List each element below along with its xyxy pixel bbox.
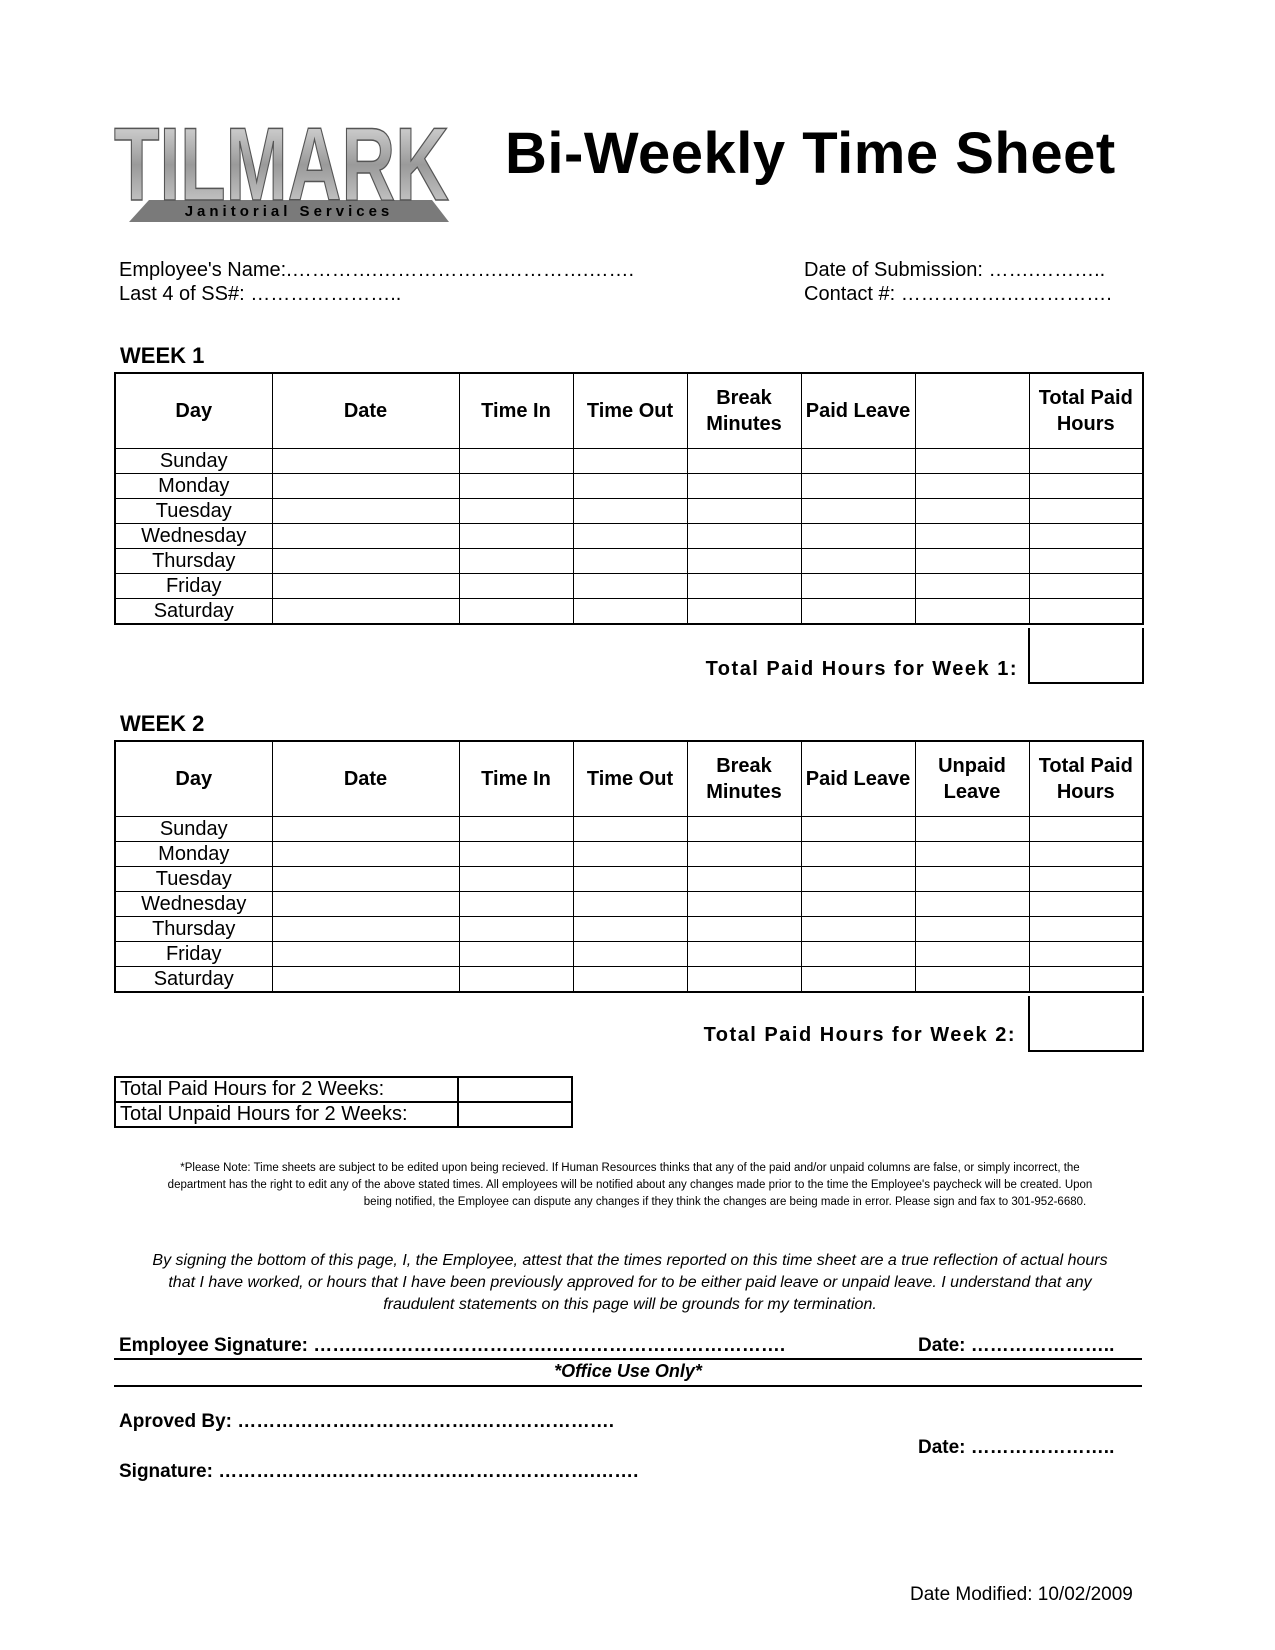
- day-cell: Thursday: [115, 917, 272, 942]
- table-row: [115, 842, 1143, 867]
- week-1-total-label: Total Paid Hours for Week 1:: [705, 658, 1018, 680]
- table-row: [115, 967, 1143, 993]
- ss-field[interactable]: Last 4 of SS#: …………………..: [119, 283, 402, 305]
- table-row: [115, 549, 1143, 574]
- paid-leave-cell[interactable]: [801, 449, 915, 474]
- time-out-cell[interactable]: [573, 524, 687, 549]
- time-in-cell[interactable]: [459, 449, 573, 474]
- time-out-cell[interactable]: [573, 892, 687, 917]
- time-out-cell[interactable]: [573, 449, 687, 474]
- header-date: Date: [272, 741, 459, 817]
- total-cell[interactable]: [1029, 599, 1143, 625]
- header-time-out: Time Out: [573, 741, 687, 817]
- paid-leave-cell[interactable]: [801, 599, 915, 625]
- paid-leave-cell[interactable]: [801, 867, 915, 892]
- date-cell[interactable]: [272, 574, 459, 599]
- break-cell[interactable]: [687, 449, 801, 474]
- break-cell[interactable]: [687, 842, 801, 867]
- attest-line-2: that I have worked, or hours that I have been previously approved for to be either paid leave or unpaid leave. I understand that any: [168, 1274, 1092, 1291]
- two-week-summary-table: [114, 1076, 573, 1128]
- week-2-total-label: Total Paid Hours for Week 2:: [703, 1024, 1016, 1046]
- time-in-cell[interactable]: [459, 599, 573, 625]
- table-row: [115, 817, 1143, 842]
- date-cell[interactable]: [272, 942, 459, 967]
- attest-line-3: fraudulent statements on this page will be grounds for my termination.: [383, 1296, 877, 1313]
- time-in-cell[interactable]: [459, 499, 573, 524]
- date-cell[interactable]: [272, 449, 459, 474]
- table-row: [115, 917, 1143, 942]
- header-total-paid-hours: Total Paid Hours: [1029, 373, 1143, 449]
- time-out-cell[interactable]: [573, 942, 687, 967]
- time-out-cell[interactable]: [573, 474, 687, 499]
- day-cell: Sunday: [115, 449, 272, 474]
- date-cell[interactable]: [272, 917, 459, 942]
- time-in-cell[interactable]: [459, 917, 573, 942]
- week-1-label: WEEK 1: [120, 343, 205, 368]
- paid-leave-cell[interactable]: [801, 942, 915, 967]
- employee-name-field[interactable]: Employee's Name:.………….……………….………….…….: [119, 259, 634, 281]
- time-out-cell[interactable]: [573, 599, 687, 625]
- break-cell[interactable]: [687, 867, 801, 892]
- table-row: [115, 599, 1143, 625]
- day-cell: Thursday: [115, 549, 272, 574]
- hr-note: [110, 1160, 1150, 1211]
- paid-leave-cell[interactable]: [801, 549, 915, 574]
- time-out-cell[interactable]: [573, 817, 687, 842]
- table-row: [115, 1102, 572, 1127]
- time-out-cell[interactable]: [573, 574, 687, 599]
- unpaid-leave-cell[interactable]: [915, 892, 1029, 917]
- week-2-table: [114, 740, 1144, 993]
- total-cell[interactable]: [1029, 817, 1143, 842]
- note-line-2: department has the right to edit any of the above stated times. All employees will be notified about any changes made prior to the time the Employee's paycheck will be created. Upon: [167, 1179, 1093, 1191]
- contact-field[interactable]: Contact #: …………….…………….: [804, 283, 1112, 305]
- header-break-minutes: Break Minutes: [687, 741, 801, 817]
- total-cell[interactable]: [1029, 574, 1143, 599]
- date-cell[interactable]: [272, 817, 459, 842]
- header-paid-leave: Paid Leave: [801, 741, 915, 817]
- day-cell: Wednesday: [115, 892, 272, 917]
- time-in-cell[interactable]: [459, 549, 573, 574]
- attestation: [110, 1250, 1150, 1316]
- date-cell[interactable]: [272, 549, 459, 574]
- blank-cell[interactable]: [915, 574, 1029, 599]
- tilmark-logo: [114, 112, 464, 237]
- day-cell: Friday: [115, 942, 272, 967]
- date-cell[interactable]: [272, 967, 459, 993]
- break-cell[interactable]: [687, 917, 801, 942]
- total-cell[interactable]: [1029, 892, 1143, 917]
- time-in-cell[interactable]: [459, 867, 573, 892]
- paid-leave-cell[interactable]: [801, 892, 915, 917]
- time-out-cell[interactable]: [573, 967, 687, 993]
- paid-leave-cell[interactable]: [801, 574, 915, 599]
- header-break-minutes: Break Minutes: [687, 373, 801, 449]
- note-line-3: being notified, the Employee can dispute any changes if they think the changes are being made in error. Please sign and fax to 301-952-6680.: [363, 1196, 1087, 1208]
- break-cell[interactable]: [687, 599, 801, 625]
- office-use-label: *Office Use Only*: [554, 1361, 702, 1381]
- time-in-cell[interactable]: [459, 574, 573, 599]
- total-cell[interactable]: [1029, 499, 1143, 524]
- header-total-paid-hours: Total Paid Hours: [1029, 741, 1143, 817]
- time-out-cell[interactable]: [573, 867, 687, 892]
- header-day: Day: [115, 741, 272, 817]
- unpaid-leave-cell[interactable]: [915, 942, 1029, 967]
- signature-divider: [114, 1358, 1142, 1360]
- logo-tagline-text: Janitorial Services: [184, 203, 394, 220]
- blank-cell[interactable]: [915, 499, 1029, 524]
- break-cell[interactable]: [687, 474, 801, 499]
- day-cell: Saturday: [115, 967, 272, 993]
- blank-cell[interactable]: [915, 524, 1029, 549]
- date-cell[interactable]: [272, 867, 459, 892]
- time-in-cell[interactable]: [459, 842, 573, 867]
- office-signature-field[interactable]: Signature: ……………….……………….………………….…….: [119, 1461, 639, 1482]
- table-row: [115, 892, 1143, 917]
- day-cell: Saturday: [115, 599, 272, 625]
- table-row: [115, 449, 1143, 474]
- paid-leave-cell[interactable]: [801, 967, 915, 993]
- unpaid-leave-cell[interactable]: [915, 817, 1029, 842]
- break-cell[interactable]: [687, 817, 801, 842]
- break-cell[interactable]: [687, 942, 801, 967]
- time-in-cell[interactable]: [459, 892, 573, 917]
- day-cell: Monday: [115, 842, 272, 867]
- time-in-cell[interactable]: [459, 942, 573, 967]
- table-row: [115, 574, 1143, 599]
- attest-line-1: By signing the bottom of this page, I, the Employee, attest that the times reported on this time sheet are a true reflection of actual hours: [152, 1252, 1108, 1269]
- approved-by-field[interactable]: Aproved By: ……………….……………….………………….: [119, 1411, 615, 1432]
- week-1-header-row: [115, 373, 1143, 449]
- header-unpaid-leave: Unpaid Leave: [915, 741, 1029, 817]
- paid-leave-cell[interactable]: [801, 474, 915, 499]
- unpaid-leave-cell[interactable]: [915, 842, 1029, 867]
- total-cell[interactable]: [1029, 449, 1143, 474]
- total-cell[interactable]: [1029, 524, 1143, 549]
- week-2-label: WEEK 2: [120, 711, 205, 736]
- time-in-cell[interactable]: [459, 967, 573, 993]
- table-row: [115, 1077, 572, 1102]
- break-cell[interactable]: [687, 549, 801, 574]
- blank-cell[interactable]: [915, 449, 1029, 474]
- total-cell[interactable]: [1029, 967, 1143, 993]
- paid-leave-cell[interactable]: [801, 524, 915, 549]
- break-cell[interactable]: [687, 892, 801, 917]
- header-paid-leave: Paid Leave: [801, 373, 915, 449]
- date-modified: Date Modified: 10/02/2009: [910, 1584, 1133, 1605]
- unpaid-leave-cell[interactable]: [915, 867, 1029, 892]
- date-cell[interactable]: [272, 892, 459, 917]
- table-row: [115, 942, 1143, 967]
- summary-paid-label: Total Paid Hours for 2 Weeks:: [115, 1077, 458, 1102]
- date-cell[interactable]: [272, 499, 459, 524]
- total-cell[interactable]: [1029, 867, 1143, 892]
- date-cell[interactable]: [272, 599, 459, 625]
- table-row: [115, 867, 1143, 892]
- total-cell[interactable]: [1029, 942, 1143, 967]
- blank-cell[interactable]: [915, 549, 1029, 574]
- logo-brand-text: TILMARK: [114, 112, 449, 223]
- blank-cell[interactable]: [915, 474, 1029, 499]
- table-row: [115, 499, 1143, 524]
- day-cell: Monday: [115, 474, 272, 499]
- unpaid-leave-cell[interactable]: [915, 917, 1029, 942]
- table-row: [115, 474, 1143, 499]
- time-out-cell[interactable]: [573, 917, 687, 942]
- header-time-in: Time In: [459, 373, 573, 449]
- day-cell: Wednesday: [115, 524, 272, 549]
- break-cell[interactable]: [687, 499, 801, 524]
- total-cell[interactable]: [1029, 917, 1143, 942]
- header-date: Date: [272, 373, 459, 449]
- header-day: Day: [115, 373, 272, 449]
- week-1-total-box[interactable]: [1028, 628, 1144, 684]
- time-out-cell[interactable]: [573, 499, 687, 524]
- break-cell[interactable]: [687, 574, 801, 599]
- paid-leave-cell[interactable]: [801, 499, 915, 524]
- time-out-cell[interactable]: [573, 842, 687, 867]
- unpaid-leave-cell[interactable]: [915, 967, 1029, 993]
- employee-signature-field[interactable]: Employee Signature: …….………………………….……………………………….: [119, 1335, 786, 1356]
- total-cell[interactable]: [1029, 474, 1143, 499]
- blank-cell[interactable]: [915, 599, 1029, 625]
- day-cell: Tuesday: [115, 499, 272, 524]
- date-cell[interactable]: [272, 524, 459, 549]
- summary-unpaid-label: Total Unpaid Hours for 2 Weeks:: [115, 1102, 458, 1127]
- total-cell[interactable]: [1029, 842, 1143, 867]
- total-cell[interactable]: [1029, 549, 1143, 574]
- time-out-cell[interactable]: [573, 549, 687, 574]
- paid-leave-cell[interactable]: [801, 817, 915, 842]
- break-cell[interactable]: [687, 524, 801, 549]
- week-1-table: [114, 372, 1144, 625]
- day-cell: Friday: [115, 574, 272, 599]
- summary-unpaid-value[interactable]: [458, 1102, 572, 1127]
- time-in-cell[interactable]: [459, 474, 573, 499]
- header-time-in: Time In: [459, 741, 573, 817]
- note-line-1: *Please Note: Time sheets are subject to be edited upon being recieved. If Human Resources thinks that any of the paid and/or unpaid columns are false, or simply incorrect, the: [180, 1162, 1080, 1174]
- page-title: Bi-Weekly Time Sheet: [505, 121, 1116, 186]
- header-blank: [915, 373, 1029, 449]
- week-2-total-box[interactable]: [1028, 996, 1144, 1052]
- break-cell[interactable]: [687, 967, 801, 993]
- paid-leave-cell[interactable]: [801, 917, 915, 942]
- table-row: [115, 524, 1143, 549]
- paid-leave-cell[interactable]: [801, 842, 915, 867]
- time-in-cell[interactable]: [459, 817, 573, 842]
- day-cell: Sunday: [115, 817, 272, 842]
- summary-paid-value[interactable]: [458, 1077, 572, 1102]
- employee-date-field[interactable]: Date: …………………..: [918, 1335, 1115, 1356]
- week-2-header-row: [115, 741, 1143, 817]
- office-date-field[interactable]: Date: …………………..: [918, 1437, 1115, 1458]
- time-in-cell[interactable]: [459, 524, 573, 549]
- date-cell[interactable]: [272, 474, 459, 499]
- header-time-out: Time Out: [573, 373, 687, 449]
- date-cell[interactable]: [272, 842, 459, 867]
- office-divider: [114, 1385, 1142, 1387]
- day-cell: Tuesday: [115, 867, 272, 892]
- submission-date-field[interactable]: Date of Submission: …….………..: [804, 259, 1106, 281]
